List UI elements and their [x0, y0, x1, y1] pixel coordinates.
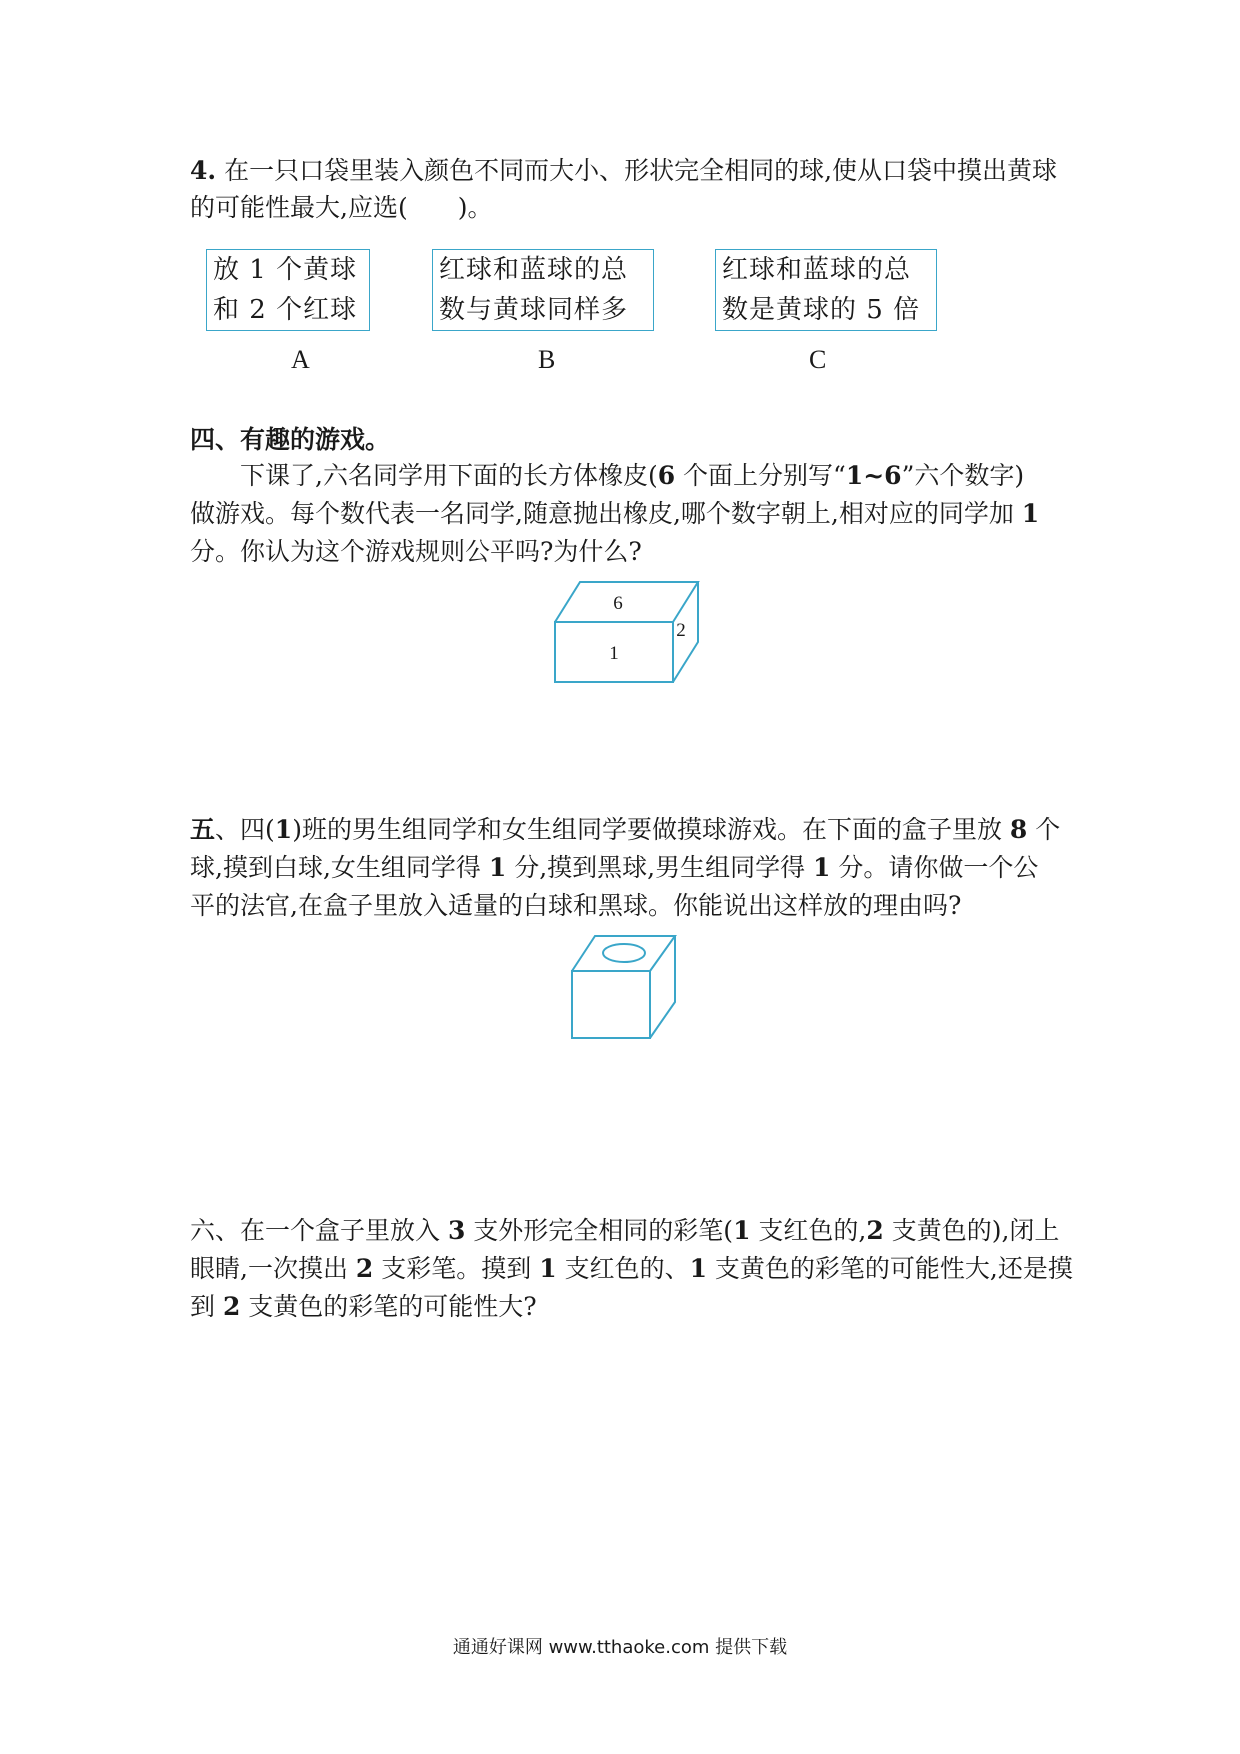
option-b-box: 红球和蓝球的总 数与黄球同样多 — [432, 249, 654, 331]
s5-line-1: 五、四(1)班的男生组同学和女生组同学要做摸球游戏。在下面的盒子里放 8 个 — [190, 815, 1061, 844]
ball-box-figure — [570, 933, 678, 1040]
option-b-label: B — [538, 345, 556, 374]
q4-line-1: 4. 在一只口袋里装入颜色不同而大小、形状完全相同的球,使从口袋中摸出黄球 — [190, 156, 1058, 185]
option-c-label: C — [809, 345, 827, 374]
s4-line-2: 做游戏。每个数代表一名同学,随意抛出橡皮,哪个数字朝上,相对应的同学加 1 — [190, 499, 1040, 528]
footer-source: 通通好课网 www.tthaoke.com 提供下载 — [452, 1637, 788, 1658]
s4-line-1: 下课了,六名同学用下面的长方体橡皮(6 个面上分别写“1~6”六个数字) — [240, 461, 1025, 490]
s4-line-3: 分。你认为这个游戏规则公平吗?为什么? — [190, 537, 642, 566]
option-a-label: A — [291, 345, 310, 374]
eraser-cuboid-figure — [550, 580, 700, 685]
s5-line-2: 球,摸到白球,女生组同学得 1 分,摸到黑球,男生组同学得 1 分。请你做一个公 — [190, 853, 1039, 882]
q4-number: 4. — [190, 156, 217, 185]
s6-line-1: 六、在一个盒子里放入 3 支外形完全相同的彩笔(1 支红色的,2 支黄色的),闭上 — [190, 1216, 1060, 1245]
q4-line-2: 的可能性最大,应选( )。 — [190, 193, 493, 222]
option-c-box: 红球和蓝球的总 数是黄球的 5 倍 — [715, 249, 937, 331]
cube-front-number: 1 — [609, 643, 619, 664]
s6-line-2: 眼睛,一次摸出 2 支彩笔。摸到 1 支红色的、1 支黄色的彩笔的可能性大,还是摸 — [190, 1254, 1073, 1283]
s6-line-3: 到 2 支黄色的彩笔的可能性大? — [190, 1292, 537, 1321]
cube-side-number: 2 — [676, 620, 686, 641]
s4-title: 四、有趣的游戏。 — [190, 425, 391, 454]
s5-line-3: 平的法官,在盒子里放入适量的白球和黑球。你能说出这样放的理由吗? — [190, 891, 962, 920]
cube-top-number: 6 — [613, 593, 623, 614]
option-a-box: 放 1 个黄球 和 2 个红球 — [206, 249, 370, 331]
